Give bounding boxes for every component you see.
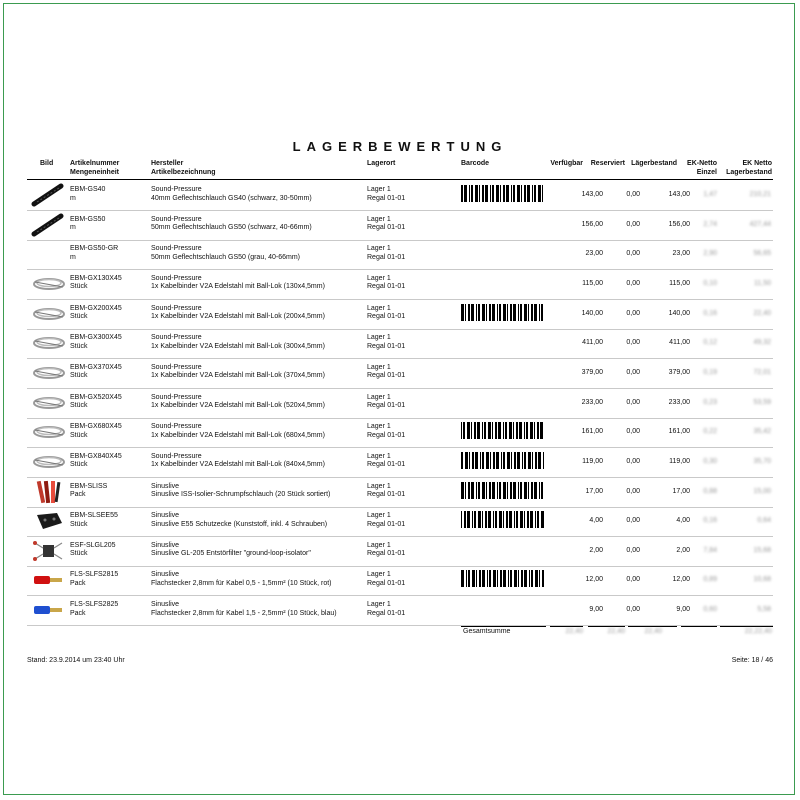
ek-stock-value: 15,00 — [753, 487, 771, 495]
table-row — [27, 447, 773, 478]
description-cell: Sinuslive Flachstecker 2,8mm für Kabel 0,5 - 1,5mm² (10 Stück, rot) — [151, 571, 332, 587]
total-value: 22,40 — [565, 628, 583, 635]
reserved-value: 0,00 — [626, 517, 640, 525]
ek-stock-value: 35,70 — [753, 457, 771, 465]
cable-tie-icon — [31, 272, 67, 296]
location-cell: Lager 1 Regal 01-01 — [367, 571, 406, 587]
table-row — [27, 477, 773, 508]
description-cell: Sinuslive Sinuslive GL-205 Entstörfilter "ground-loop-isolator" — [151, 541, 311, 558]
available-value: 140,00 — [581, 309, 603, 317]
stock-value: 115,00 — [669, 279, 690, 287]
table-row — [27, 506, 773, 537]
stock-value: 4,00 — [676, 517, 690, 525]
ek-single-value: 0,10 — [703, 279, 717, 287]
cable-tie-icon — [31, 450, 67, 474]
location-cell: Lager 1 Regal 01-01 — [367, 186, 406, 202]
location-cell: Lager 1 Regal 01-01 — [367, 482, 406, 498]
ek-stock-value: 0,64 — [757, 517, 771, 525]
table-row — [27, 328, 773, 359]
table-row — [27, 358, 773, 389]
ek-stock-value: 49,32 — [753, 339, 771, 347]
ek-single-value: 7,84 — [703, 546, 717, 554]
table-row — [27, 299, 773, 330]
table-row — [27, 180, 773, 211]
description-cell: Sound-Pressure 1x Kabelbinder V2A Edelstahl mit Ball-Lok (130x4,5mm) — [151, 274, 325, 291]
description-cell: Sinuslive Sinuslive E55 Schutzecke (Kunststoff, inkl. 4 Schrauben) — [151, 512, 328, 528]
article-cell: EBM-GX130X45 Stück — [70, 274, 122, 291]
cable-tie-icon — [31, 331, 67, 355]
available-value: 4,00 — [589, 517, 603, 525]
black-hose-icon — [31, 183, 67, 207]
protection-corner-icon — [31, 509, 67, 533]
location-cell: Lager 1 Regal 01-01 — [367, 393, 406, 410]
header-barcode: Barcode — [461, 160, 490, 167]
stock-value: 140,00 — [668, 309, 690, 317]
location-cell: Lager 1 Regal 01-01 — [367, 601, 406, 617]
header-hersteller: Hersteller Artikelbezeichnung — [151, 160, 216, 176]
reserved-value: 0,00 — [626, 191, 640, 198]
ek-single-value: 0,89 — [703, 576, 717, 584]
stock-value: 411,00 — [669, 339, 690, 347]
total-value: 22,40 — [644, 628, 662, 635]
description-cell: Sinuslive Flachstecker 2,8mm für Kabel 1,5 - 2,5mm² (10 Stück, blau) — [151, 601, 337, 617]
available-value: 119,00 — [582, 457, 603, 465]
ek-single-value: 0,22 — [703, 428, 717, 436]
report-title: LAGERBEWERTUNG — [292, 139, 508, 154]
reserved-value: 0,00 — [626, 428, 640, 436]
ek-single-value: 0,19 — [703, 368, 717, 376]
filter-icon — [31, 539, 67, 563]
ek-stock-value: 72,01 — [753, 368, 771, 376]
stock-value: 12,00 — [672, 576, 690, 584]
reserved-value: 0,00 — [626, 309, 640, 317]
description-cell: Sinuslive Sinuslive ISS-Isolier-Schrumpfschlauch (20 Stück sortiert) — [151, 482, 331, 498]
ek-stock-value: 56,65 — [753, 250, 771, 258]
reserved-value: 0,00 — [626, 576, 640, 584]
reserved-value: 0,00 — [626, 279, 640, 287]
ek-single-value: 0,16 — [703, 517, 717, 525]
reserved-value: 0,00 — [626, 250, 640, 258]
article-cell: EBM-GS50 m — [70, 215, 106, 232]
table-row — [27, 536, 773, 567]
ek-single-value: 0,23 — [703, 398, 717, 406]
ek-single-value: 0,88 — [703, 487, 717, 495]
stock-value: 161,00 — [668, 428, 690, 436]
location-cell: Lager 1 Regal 01-01 — [367, 423, 406, 439]
article-cell: EBM-GX370X45 Stück — [70, 363, 122, 380]
location-cell: Lager 1 Regal 01-01 — [367, 245, 406, 261]
cable-tie-icon — [31, 361, 67, 385]
stock-value: 23,00 — [672, 250, 690, 258]
ek-single-value: 0,12 — [703, 339, 717, 347]
reserved-value: 0,00 — [626, 339, 640, 347]
header-lagerort: Lagerort — [367, 160, 396, 167]
stock-value: 379,00 — [668, 368, 690, 376]
available-value: 9,00 — [589, 606, 603, 614]
article-cell: EBM-SLISS Pack — [70, 482, 108, 498]
table-row — [27, 210, 773, 241]
available-value: 156,00 — [581, 220, 603, 228]
location-cell: Lager 1 Regal 01-01 — [367, 363, 406, 380]
article-cell: EBM-GX300X45 Stück — [70, 334, 122, 350]
ek-stock-value: 5,58 — [757, 606, 771, 614]
available-value: 23,00 — [585, 250, 603, 258]
location-cell: Lager 1 Regal 01-01 — [367, 452, 406, 469]
empty-image — [31, 242, 67, 266]
header-verfuegbar: Verfügbar — [550, 160, 583, 167]
total-line — [720, 626, 773, 627]
article-cell: FLS-SLFS2825 Pack — [70, 601, 119, 617]
description-cell: Sound-Pressure 1x Kabelbinder V2A Edelstahl mit Ball-Lok (680x4,5mm) — [151, 423, 325, 439]
footer-stand: Stand: 23.9.2014 um 23:40 Uhr — [27, 657, 125, 664]
article-cell: EBM-SLSEE55 Stück — [70, 512, 118, 528]
table-row — [27, 417, 773, 448]
description-cell: Sound-Pressure 1x Kabelbinder V2A Edelstahl mit Ball-Lok (300x4,5mm) — [151, 334, 325, 350]
article-cell: EBM-GS40 m — [70, 186, 106, 202]
ek-single-value: 2,74 — [703, 220, 717, 228]
description-cell: Sound-Pressure 1x Kabelbinder V2A Edelstahl mit Ball-Lok (520x4,5mm) — [151, 393, 325, 410]
location-cell: Lager 1 Regal 01-01 — [367, 334, 406, 350]
ek-stock-value: 210,21 — [749, 191, 771, 198]
shrink-tube-icon — [31, 480, 67, 504]
red-connector-icon — [31, 568, 67, 592]
stock-value: 2,00 — [676, 546, 690, 554]
article-cell: EBM-GX520X45 Stück — [70, 393, 122, 410]
ek-single-value: 1,47 — [703, 191, 717, 198]
article-cell: ESF-SLGL205 Stück — [70, 541, 116, 558]
available-value: 115,00 — [582, 279, 603, 287]
reserved-value: 0,00 — [626, 606, 640, 614]
ek-stock-value: 35,42 — [753, 428, 771, 436]
available-value: 161,00 — [581, 428, 603, 436]
blue-connector-icon — [31, 598, 67, 622]
ek-stock-value: 11,50 — [754, 279, 771, 287]
ek-stock-value: 10,68 — [753, 576, 771, 584]
reserved-value: 0,00 — [626, 487, 640, 495]
available-value: 17,00 — [585, 487, 603, 495]
location-cell: Lager 1 Regal 01-01 — [367, 304, 406, 321]
header-artikelnummer: Artikelnummer Mengeneinheit — [70, 160, 120, 176]
cable-tie-icon — [31, 302, 67, 326]
stock-value: 143,00 — [668, 191, 690, 198]
total-line — [588, 626, 625, 627]
cable-tie-icon — [31, 391, 67, 415]
available-value: 233,00 — [581, 398, 603, 406]
total-label: Gesamtsumme — [463, 628, 511, 635]
article-cell: EBM-GX680X45 Stück — [70, 423, 122, 439]
table-row — [27, 595, 773, 626]
article-cell: EBM-GX200X45 Stück — [70, 304, 122, 321]
reserved-value: 0,00 — [626, 546, 640, 554]
description-cell: Sound-Pressure 1x Kabelbinder V2A Edelstahl mit Ball-Lok (200x4,5mm) — [151, 304, 325, 321]
location-cell: Lager 1 Regal 01-01 — [367, 512, 406, 528]
ek-single-value: 0,30 — [703, 457, 717, 465]
header-ek-einzel: EK-Netto Einzel — [687, 160, 717, 176]
location-cell: Lager 1 Regal 01-01 — [367, 541, 406, 558]
header-bild: Bild — [40, 160, 54, 167]
table-row — [27, 239, 773, 270]
total-line — [628, 626, 677, 627]
stock-value: 9,00 — [676, 606, 690, 614]
black-hose-icon — [31, 213, 67, 237]
total-value: 22,22,40 — [744, 628, 772, 635]
available-value: 143,00 — [581, 191, 603, 198]
location-cell: Lager 1 Regal 01-01 — [367, 274, 406, 291]
description-cell: Sound-Pressure 50mm Geflechtschlauch GS50 (schwarz, 40-66mm) — [151, 215, 312, 232]
reserved-value: 0,00 — [626, 398, 640, 406]
article-cell: FLS-SLFS2815 Pack — [70, 571, 119, 587]
header-reserviert: Reserviert — [590, 160, 625, 167]
reserved-value: 0,00 — [626, 368, 640, 376]
description-cell: Sound-Pressure 1x Kabelbinder V2A Edelstahl mit Ball-Lok (370x4,5mm) — [151, 363, 325, 380]
header-lagerbestand: Lägerbestand — [631, 160, 677, 167]
cable-tie-icon — [31, 420, 67, 444]
ek-stock-value: 427,44 — [749, 220, 771, 228]
header-ek-lager: EK Netto Lagerbestand — [726, 160, 772, 176]
ek-single-value: 0,60 — [703, 606, 717, 614]
location-cell: Lager 1 Regal 01-01 — [367, 215, 406, 232]
ek-stock-value: 15,68 — [753, 546, 771, 554]
article-cell: EBM-GX840X45 Stück — [70, 452, 122, 469]
total-line — [461, 626, 546, 627]
table-row — [27, 269, 773, 300]
stock-value: 119,00 — [669, 457, 690, 465]
available-value: 12,00 — [585, 576, 603, 584]
reserved-value: 0,00 — [626, 457, 640, 465]
ek-single-value: 0,16 — [703, 309, 717, 317]
stock-value: 156,00 — [668, 220, 690, 228]
ek-stock-value: 22,40 — [753, 309, 771, 317]
article-cell: EBM-GS50-GR m — [70, 245, 119, 261]
description-cell: Sound-Pressure 50mm Geflechtschlauch GS50 (grau, 40-66mm) — [151, 245, 301, 261]
description-cell: Sound-Pressure 1x Kabelbinder V2A Edelstahl mit Ball-Lok (840x4,5mm) — [151, 452, 325, 469]
ek-single-value: 2,90 — [703, 250, 717, 258]
stock-value: 233,00 — [668, 398, 690, 406]
available-value: 2,00 — [589, 546, 603, 554]
total-line — [681, 626, 717, 627]
reserved-value: 0,00 — [626, 220, 640, 228]
table-row — [27, 388, 773, 419]
description-cell: Sound-Pressure 40mm Geflechtschlauch GS40 (schwarz, 30-50mm) — [151, 186, 312, 202]
stock-value: 17,00 — [672, 487, 690, 495]
total-value: 22,40 — [607, 628, 625, 635]
table-row — [27, 565, 773, 596]
available-value: 411,00 — [582, 339, 603, 347]
footer-page: Seite: 18 / 46 — [731, 657, 773, 664]
ek-stock-value: 53,59 — [753, 398, 771, 406]
total-line — [550, 626, 583, 627]
available-value: 379,00 — [581, 368, 603, 376]
